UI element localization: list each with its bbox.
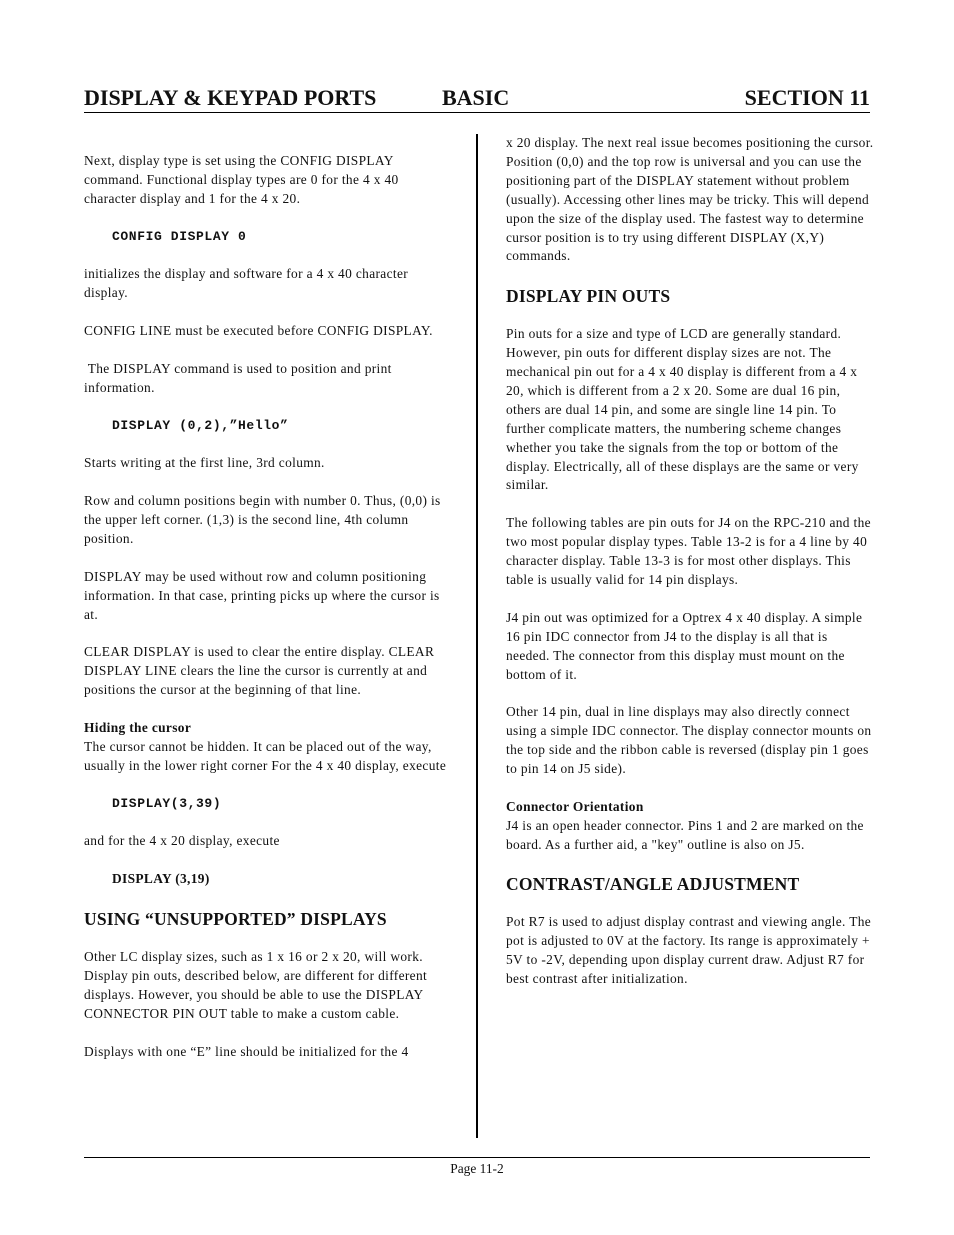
paragraph: J4 is an open header connector. Pins 1 and 2 are marked on the board. As a further aid, a "key" outline is also on J5.	[506, 817, 864, 852]
paragraph: J4 pin out was optimized for a Optrex 4 x 40 display. A simple 16 pin IDC connector from J4 to the display is all that is needed. The connector from this display must mount on the bottom of it.	[506, 609, 863, 682]
section-heading: USING “UNSUPPORTED” DISPLAYS	[84, 909, 387, 930]
right-column	[506, 134, 874, 1008]
paragraph: The cursor cannot be hidden. It can be placed out of the way, usually in the lower right corner For the 4 x 40 display, execute	[84, 738, 447, 773]
page-header	[84, 86, 870, 113]
subheading: Hiding the cursor	[84, 720, 192, 736]
paragraph: Other LC display sizes, such as 1 x 16 or 2 x 20, will work. Display pin outs, described below, are different for different displays. However, you should be able to use the DISPLAY CONNECTOR PIN OUT table to make a custom cable.	[84, 949, 428, 1021]
column-divider	[476, 134, 478, 1138]
left-column	[84, 152, 452, 1080]
subheading: Connector Orientation	[506, 798, 644, 814]
code-line: DISPLAY (0,2),”Hello”	[112, 417, 289, 433]
header-title: DISPLAY & KEYPAD PORTS	[84, 85, 377, 110]
page-number: Page 11-2	[450, 1161, 504, 1176]
subsection-connector-orientation	[506, 798, 874, 855]
section-heading: CONTRAST/ANGLE ADJUSTMENT	[506, 874, 800, 895]
paragraph: Pot R7 is used to adjust display contrast and viewing angle. The pot is adjusted to 0V at the factory. Its range is approximately + 5V to -2V, depending upon display current draw. Adjust R7 for best contrast after initialization.	[506, 914, 872, 987]
paragraph: Other 14 pin, dual in line displays may also directly connect using a simple IDC connector. The display connector mounts on the top side and the ribbon cable is reversed (display pin 1 goes to pin 14 on J5 side).	[506, 704, 872, 777]
paragraph: CLEAR DISPLAY is used to clear the entire display. CLEAR DISPLAY LINE clears the line the cursor is currently at and positions the cursor at the beginning of that line.	[84, 644, 435, 698]
code-line: DISPLAY (3,19)	[112, 871, 210, 887]
paragraph: Pin outs for a size and type of LCD are generally standard. However, pin outs for different display sizes are not. The mechanical pin out for a 4 x 40 display is different from a 4 x 20, which is different from a 2 x 20. Some are dual 16 pin, others are dual 14 pin, and some are single line 14 pin. To further complicate matters, the numbering scheme changes whether you take the signals from the top or bottom of the display. Electrically, all of these displays are the same or very similar.	[506, 326, 859, 493]
paragraph: x 20 display. The next real issue becomes positioning the cursor. Position (0,0) and the top row is universal and you can use the positioning part of the DISPLAY statement without problem (usually). Accessing other lines may be tricky. This will depend upon the size of the display used. The fastest way to determine cursor position is to try using different DISPLAY (X,Y) commands.	[506, 135, 874, 264]
paragraph: DISPLAY may be used without row and column positioning information. In that case, printing picks up where the cursor is at.	[84, 568, 440, 622]
paragraph: Next, display type is set using the CONFIG DISPLAY command. Functional display types are 0 for the 4 x 40 character display and 1 for the 4 x 20.	[84, 153, 399, 206]
paragraph: The following tables are pin outs for J4 on the RPC-210 and the two most popular display types. Table 13-2 is for a 4 line by 40 character display. Table 13-3 is for most other displays. This table is usually valid for 14 pin displays.	[506, 515, 871, 587]
paragraph: Row and column positions begin with number 0. Thus, (0,0) is the upper left corner. (1,3) is the second line, 4th column position.	[84, 493, 441, 547]
header-section: SECTION 11	[744, 85, 870, 110]
code-line: CONFIG DISPLAY 0	[112, 228, 247, 244]
header-subject: BASIC	[442, 85, 510, 110]
section-heading: DISPLAY PIN OUTS	[506, 286, 671, 307]
paragraph: and for the 4 x 20 display, execute	[84, 833, 280, 849]
paragraph: Starts writing at the first line, 3rd column.	[84, 455, 325, 471]
paragraph: The DISPLAY command is used to position and print information.	[84, 360, 396, 395]
paragraph: initializes the display and software for a 4 x 40 character display.	[84, 266, 409, 301]
code-line: DISPLAY(3,39)	[112, 795, 222, 811]
subsection-hiding-cursor	[84, 719, 452, 776]
paragraph: CONFIG LINE must be executed before CONFIG DISPLAY.	[84, 323, 433, 339]
footer-rule	[84, 1157, 870, 1158]
paragraph: Displays with one “E” line should be initialized for the 4	[84, 1043, 409, 1059]
